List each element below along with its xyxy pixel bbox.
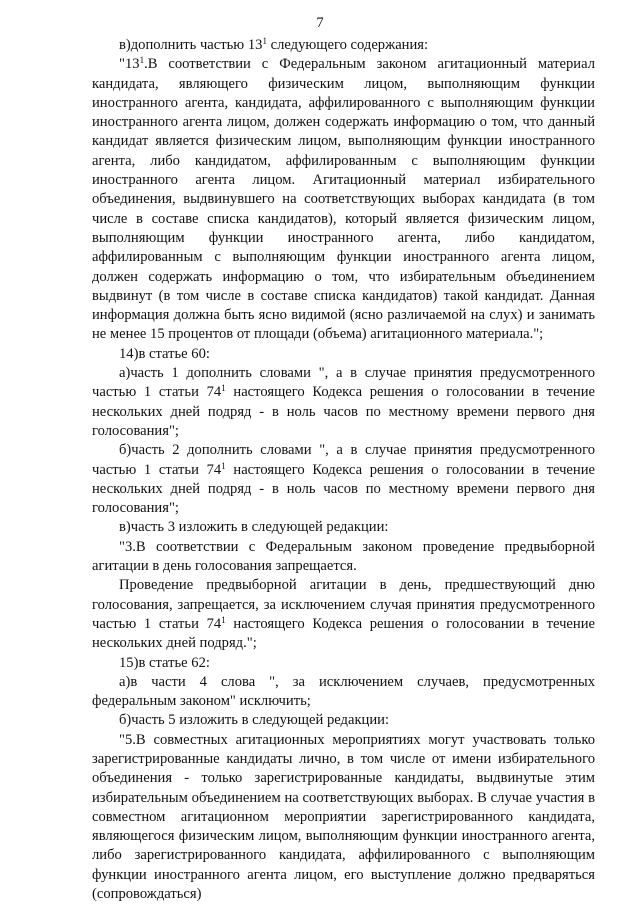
paragraph-text: "3.В соответствии с Федеральным законом проведение предвыборной агитации в день голосования запрещается. [92,538,595,575]
paragraph [92,654,595,673]
document-body [92,36,595,904]
paragraph [92,538,595,577]
paragraph-text: "13 [119,56,140,73]
page-number: 7 [316,15,324,31]
paragraph [92,731,595,905]
paragraph-text: а)часть 1 дополнить словами ", а в случае принятия предусмотренного частью 1 статьи 74 [92,365,595,401]
paragraph-text: в)часть 3 изложить в следующей редакции: [119,519,389,536]
paragraph-text: б)часть 2 дополнить словами ", а в случае принятия предусмотренного частью 1 статьи 74 [92,442,595,478]
superscript: 1 [221,614,226,625]
paragraph [92,673,595,712]
paragraph [92,576,595,653]
superscript: 1 [221,383,226,394]
superscript: 1 [262,36,267,46]
paragraph-text-tail: настоящего Кодекса решения о голосовании в течение нескольких дней подряд - в ноль часов по местному времени первого дня голосования"; [92,461,595,517]
paragraph [92,518,595,537]
paragraph [92,441,595,518]
paragraph-text-tail: .В соответствии с Федеральным законом агитационный материал кандидата, являющего физическим лицом, выполняющим функции иностранного агента, кандидата, аффилированного с выполняющим функции иностранного агента лицом, должен содержать информацию о том, что данный кандидат является физическим лицом, выполняющим функции иностранного агента, либо кандидатом, аффилированным с выполняющим функции иностранного агента лицом. Агитационный материал избирательного объединения, выдвинувшего на соответствующих выборах кандидата (в том числе в составе списка кандидатов), который является физическим лицом, выполняющим функции иностранного агента, либо кандидатом, аффилированным с выполняющим функции иностранного агента лицом, должен содержать информацию о том, что избирательным объединением выдвинут (в том числе в составе списка кандидатов) такой кандидат. Данная информация должна быть ясно видимой (ясно различаемой на слух) и занимать не менее 15 процентов от площади (объема) агитационного материала."; [92,56,595,343]
paragraph-text: 15)в статье 62: [119,654,210,671]
paragraph [92,711,595,730]
paragraph-text-tail: следующего содержания: [266,37,429,53]
paragraph-text: б)часть 5 изложить в следующей редакции: [119,712,390,729]
paragraph [92,36,595,55]
paragraph-text: а)в части 4 слова ", за исключением случаев, предусмотренных федеральным законом" исключить; [92,673,595,710]
paragraph [92,55,595,344]
paragraph-text: в)дополнить частью 13 [119,37,263,53]
paragraph-text-tail: настоящего Кодекса решения о голосовании в течение нескольких дней подряд."; [92,615,595,652]
paragraph-text: "5.В совместных агитационных мероприятиях могут участвовать только зарегистрированные кандидаты лично, в том числе от имени избирательного объединения - только зарегистрированные кандидаты, выдвинутые этим избирательным объединением на соответствующих выборах. В случае участия в совместном агитационном мероприятии зарегистрированного кандидата, являющегося физическим лицом, выполняющим функции иностранного агента, либо зарегистрированного кандидата, аффилированного с выполняющим функции иностранного агента лицом, его выступление должно предваряться (сопровождаться) [92,731,595,903]
superscript: 1 [139,55,145,66]
superscript: 1 [221,460,226,471]
paragraph [92,364,595,441]
paragraph-text: Проведение предвыборной агитации в день, предшествующий дню голосования, запрещается, за исключением случая принятия предусмотренного частью 1 статьи 74 [92,577,595,632]
paragraph-text: 14)в статье 60: [119,345,210,362]
paragraph [92,345,595,364]
paragraph-text-tail: настоящего Кодекса решения о голосовании в течение нескольких дней подряд - в ноль часов по местному времени первого дня голосования"; [92,384,595,439]
